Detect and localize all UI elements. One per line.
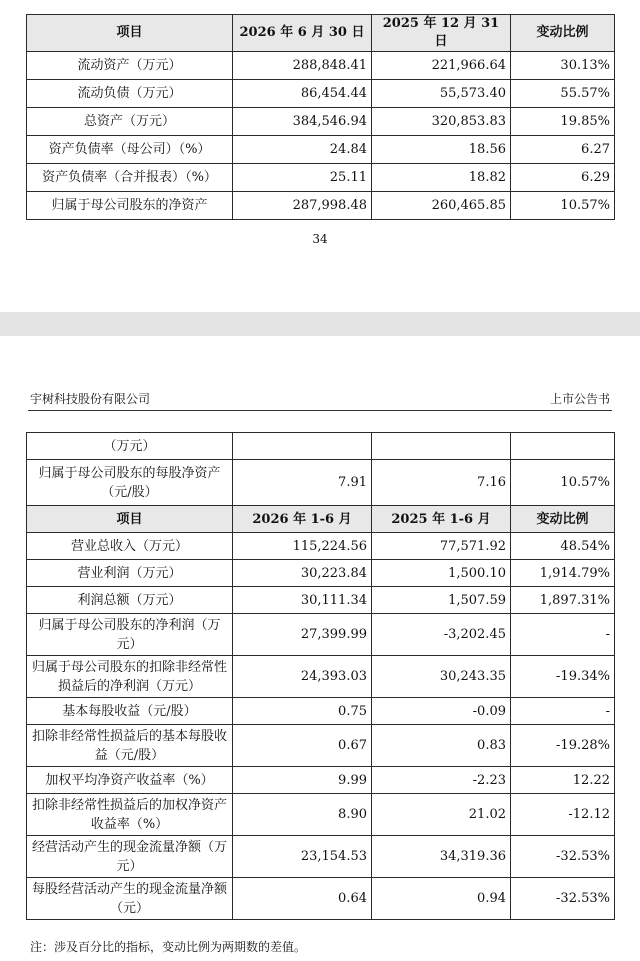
cell-change-ratio: -12.12 [511,794,615,836]
cell-change-ratio: -32.53% [511,836,615,878]
cell-label: 流动负债（万元） [27,80,233,108]
cell-period-prior: 0.94 [372,878,511,920]
cell-label: 营业总收入（万元） [27,533,233,560]
cell-period-current: 0.64 [233,878,372,920]
cell-period-current: 30,111.34 [233,587,372,614]
cell-label: 归属于母公司股东的扣除非经常性损益后的净利润（万元） [27,656,233,698]
cell-period-current: 384,546.94 [233,108,372,136]
cell-period-current: 8.90 [233,794,372,836]
cell-period-current: 86,454.44 [233,80,372,108]
cell-label: 经营活动产生的现金流量净额（万元） [27,836,233,878]
cell-period-current: 25.11 [233,164,372,192]
table-row [27,836,615,878]
cell-period-current: 288,848.41 [233,52,372,80]
cell-period-prior: 18.56 [372,136,511,164]
cell-period-prior: 30,243.35 [372,656,511,698]
cell-period-prior: 77,571.92 [372,533,511,560]
table-row [27,560,615,587]
cell-label: 基本每股收益（元/股） [27,698,233,725]
cell-period-prior: 260,465.85 [372,192,511,220]
table-row [27,698,615,725]
document-title-header: 上市公告书 [549,392,610,406]
cell-period-current: 24,393.03 [233,656,372,698]
cell-period-prior: 21.02 [372,794,511,836]
cell-change-ratio [511,433,615,460]
table-header-row [27,15,615,52]
table-row [27,794,615,836]
cell-change-ratio: 10.57% [511,460,615,506]
cell-label: 加权平均净资产收益率（%） [27,767,233,794]
cell-period-current: 23,154.53 [233,836,372,878]
cell-period-current: 27,399.99 [233,614,372,656]
table-row [27,614,615,656]
cell-label: 每股经营活动产生的现金流量净额（元） [27,878,233,920]
cell-change-ratio: 30.13% [511,52,615,80]
company-name-header: 宇树科技股份有限公司 [30,392,151,406]
table-row [27,725,615,767]
cell-period-current: 24.84 [233,136,372,164]
cell-period-prior: 18.82 [372,164,511,192]
cell-change-ratio: - [511,614,615,656]
cell-change-ratio: -19.34% [511,656,615,698]
cell-change-ratio: 1,897.31% [511,587,615,614]
cell-period-current: 287,998.48 [233,192,372,220]
cell-period-current [233,433,372,460]
cell-change-ratio: 6.27 [511,136,615,164]
cell-period-prior: 34,319.36 [372,836,511,878]
header-cell-period-current: 2026 年 1-6 月 [233,506,372,533]
cell-period-current: 7.91 [233,460,372,506]
table-row [27,878,615,920]
income-statement-table [26,432,615,920]
header-cell-label: 项目 [27,506,233,533]
cell-label: 归属于母公司股东的净利润（万元） [27,614,233,656]
page-34 [0,0,640,312]
page-gap [0,312,640,336]
cell-change-ratio: 12.22 [511,767,615,794]
header-cell-change-ratio: 变动比例 [511,15,615,52]
table-header-row [27,506,615,533]
table-row [27,108,615,136]
header-cell-period-prior: 2025 年 1-6 月 [372,506,511,533]
cell-period-prior: -2.23 [372,767,511,794]
table-row [27,52,615,80]
cell-change-ratio: 6.29 [511,164,615,192]
cell-label: 扣除非经常性损益后的加权净资产收益率（%） [27,794,233,836]
page-number: 34 [312,232,328,246]
cell-label: 扣除非经常性损益后的基本每股收益（元/股） [27,725,233,767]
header-cell-change-ratio: 变动比例 [511,506,615,533]
header-cell-label: 项目 [27,15,233,52]
cell-change-ratio: -32.53% [511,878,615,920]
table-row [27,164,615,192]
cell-period-current: 9.99 [233,767,372,794]
table-row [27,192,615,220]
cell-period-current: 115,224.56 [233,533,372,560]
table-row [27,656,615,698]
cell-period-prior: 55,573.40 [372,80,511,108]
cell-change-ratio: -19.28% [511,725,615,767]
cell-change-ratio: 10.57% [511,192,615,220]
table-row [27,533,615,560]
cell-label: （万元） [27,433,233,460]
cell-period-prior: -3,202.45 [372,614,511,656]
cell-period-prior [372,433,511,460]
cell-label: 总资产（万元） [27,108,233,136]
cell-period-prior: 1,507.59 [372,587,511,614]
cell-label: 流动资产（万元） [27,52,233,80]
cell-change-ratio: 1,914.79% [511,560,615,587]
cell-period-prior: -0.09 [372,698,511,725]
cell-label: 资产负债率（合并报表）（%） [27,164,233,192]
cell-period-prior: 0.83 [372,725,511,767]
cell-label: 归属于母公司股东的每股净资产（元/股） [27,460,233,506]
cell-label: 资产负债率（母公司）（%） [27,136,233,164]
table-row [27,460,615,506]
page-35 [0,336,640,961]
cell-change-ratio: 19.85% [511,108,615,136]
cell-change-ratio: - [511,698,615,725]
table-row [27,433,615,460]
cell-period-prior: 221,966.64 [372,52,511,80]
cell-label: 利润总额（万元） [27,587,233,614]
cell-label: 营业利润（万元） [27,560,233,587]
cell-period-current: 0.75 [233,698,372,725]
table-row [27,136,615,164]
table-row [27,80,615,108]
cell-period-prior: 7.16 [372,460,511,506]
cell-period-prior: 320,853.83 [372,108,511,136]
table-row [27,767,615,794]
balance-sheet-table [26,14,615,220]
cell-period-prior: 1,500.10 [372,560,511,587]
table-row [27,587,615,614]
footnote: 注：涉及百分比的指标，变动比例为两期数的差值。 [30,940,307,954]
header-divider [28,410,612,411]
cell-label: 归属于母公司股东的净资产 [27,192,233,220]
cell-change-ratio: 55.57% [511,80,615,108]
cell-change-ratio: 48.54% [511,533,615,560]
header-cell-period-current: 2026 年 6 月 30 日 [233,15,372,52]
cell-period-current: 30,223.84 [233,560,372,587]
header-cell-period-prior: 2025 年 12 月 31 日 [372,15,511,52]
cell-period-current: 0.67 [233,725,372,767]
